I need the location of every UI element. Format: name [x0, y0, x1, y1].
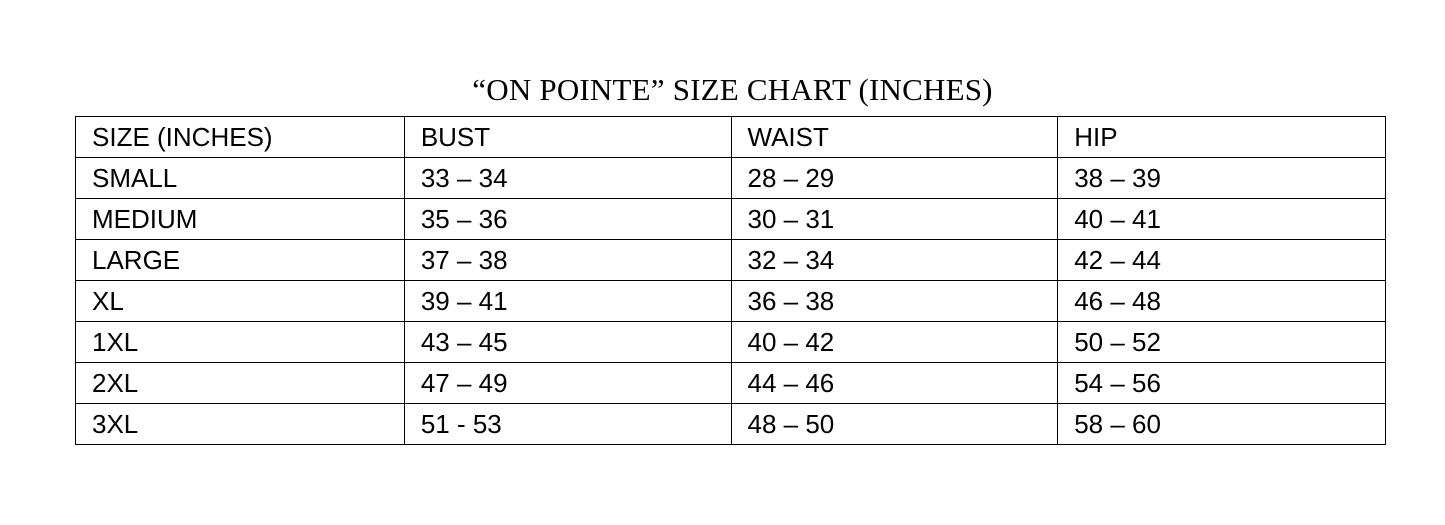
size-cell: LARGE — [76, 240, 405, 281]
hip-cell: 54 – 56 — [1058, 363, 1386, 404]
size-cell: MEDIUM — [76, 199, 405, 240]
size-cell: XL — [76, 281, 405, 322]
bust-cell: 43 – 45 — [404, 322, 731, 363]
waist-cell: 36 – 38 — [731, 281, 1058, 322]
header-size: SIZE (INCHES) — [76, 117, 405, 158]
page-title: “ON POINTE” SIZE CHART (INCHES) — [472, 72, 993, 107]
hip-cell: 46 – 48 — [1058, 281, 1386, 322]
bust-cell: 33 – 34 — [404, 158, 731, 199]
size-chart-table — [75, 116, 1386, 445]
header-waist: WAIST — [731, 117, 1058, 158]
table-row — [76, 363, 1386, 404]
table-row — [76, 281, 1386, 322]
waist-cell: 30 – 31 — [731, 199, 1058, 240]
waist-cell: 32 – 34 — [731, 240, 1058, 281]
bust-cell: 51 - 53 — [404, 404, 731, 445]
header-bust: BUST — [404, 117, 731, 158]
size-cell: 3XL — [76, 404, 405, 445]
size-cell: 2XL — [76, 363, 405, 404]
waist-cell: 48 – 50 — [731, 404, 1058, 445]
waist-cell: 28 – 29 — [731, 158, 1058, 199]
table-header-row — [76, 117, 1386, 158]
size-cell: SMALL — [76, 158, 405, 199]
hip-cell: 50 – 52 — [1058, 322, 1386, 363]
bust-cell: 47 – 49 — [404, 363, 731, 404]
bust-cell: 35 – 36 — [404, 199, 731, 240]
bust-cell: 37 – 38 — [404, 240, 731, 281]
hip-cell: 38 – 39 — [1058, 158, 1386, 199]
table-row — [76, 158, 1386, 199]
table-row — [76, 322, 1386, 363]
table-row — [76, 404, 1386, 445]
header-hip: HIP — [1058, 117, 1386, 158]
waist-cell: 44 – 46 — [731, 363, 1058, 404]
hip-cell: 58 – 60 — [1058, 404, 1386, 445]
hip-cell: 40 – 41 — [1058, 199, 1386, 240]
size-cell: 1XL — [76, 322, 405, 363]
table-row — [76, 240, 1386, 281]
bust-cell: 39 – 41 — [404, 281, 731, 322]
waist-cell: 40 – 42 — [731, 322, 1058, 363]
hip-cell: 42 – 44 — [1058, 240, 1386, 281]
table-row — [76, 199, 1386, 240]
